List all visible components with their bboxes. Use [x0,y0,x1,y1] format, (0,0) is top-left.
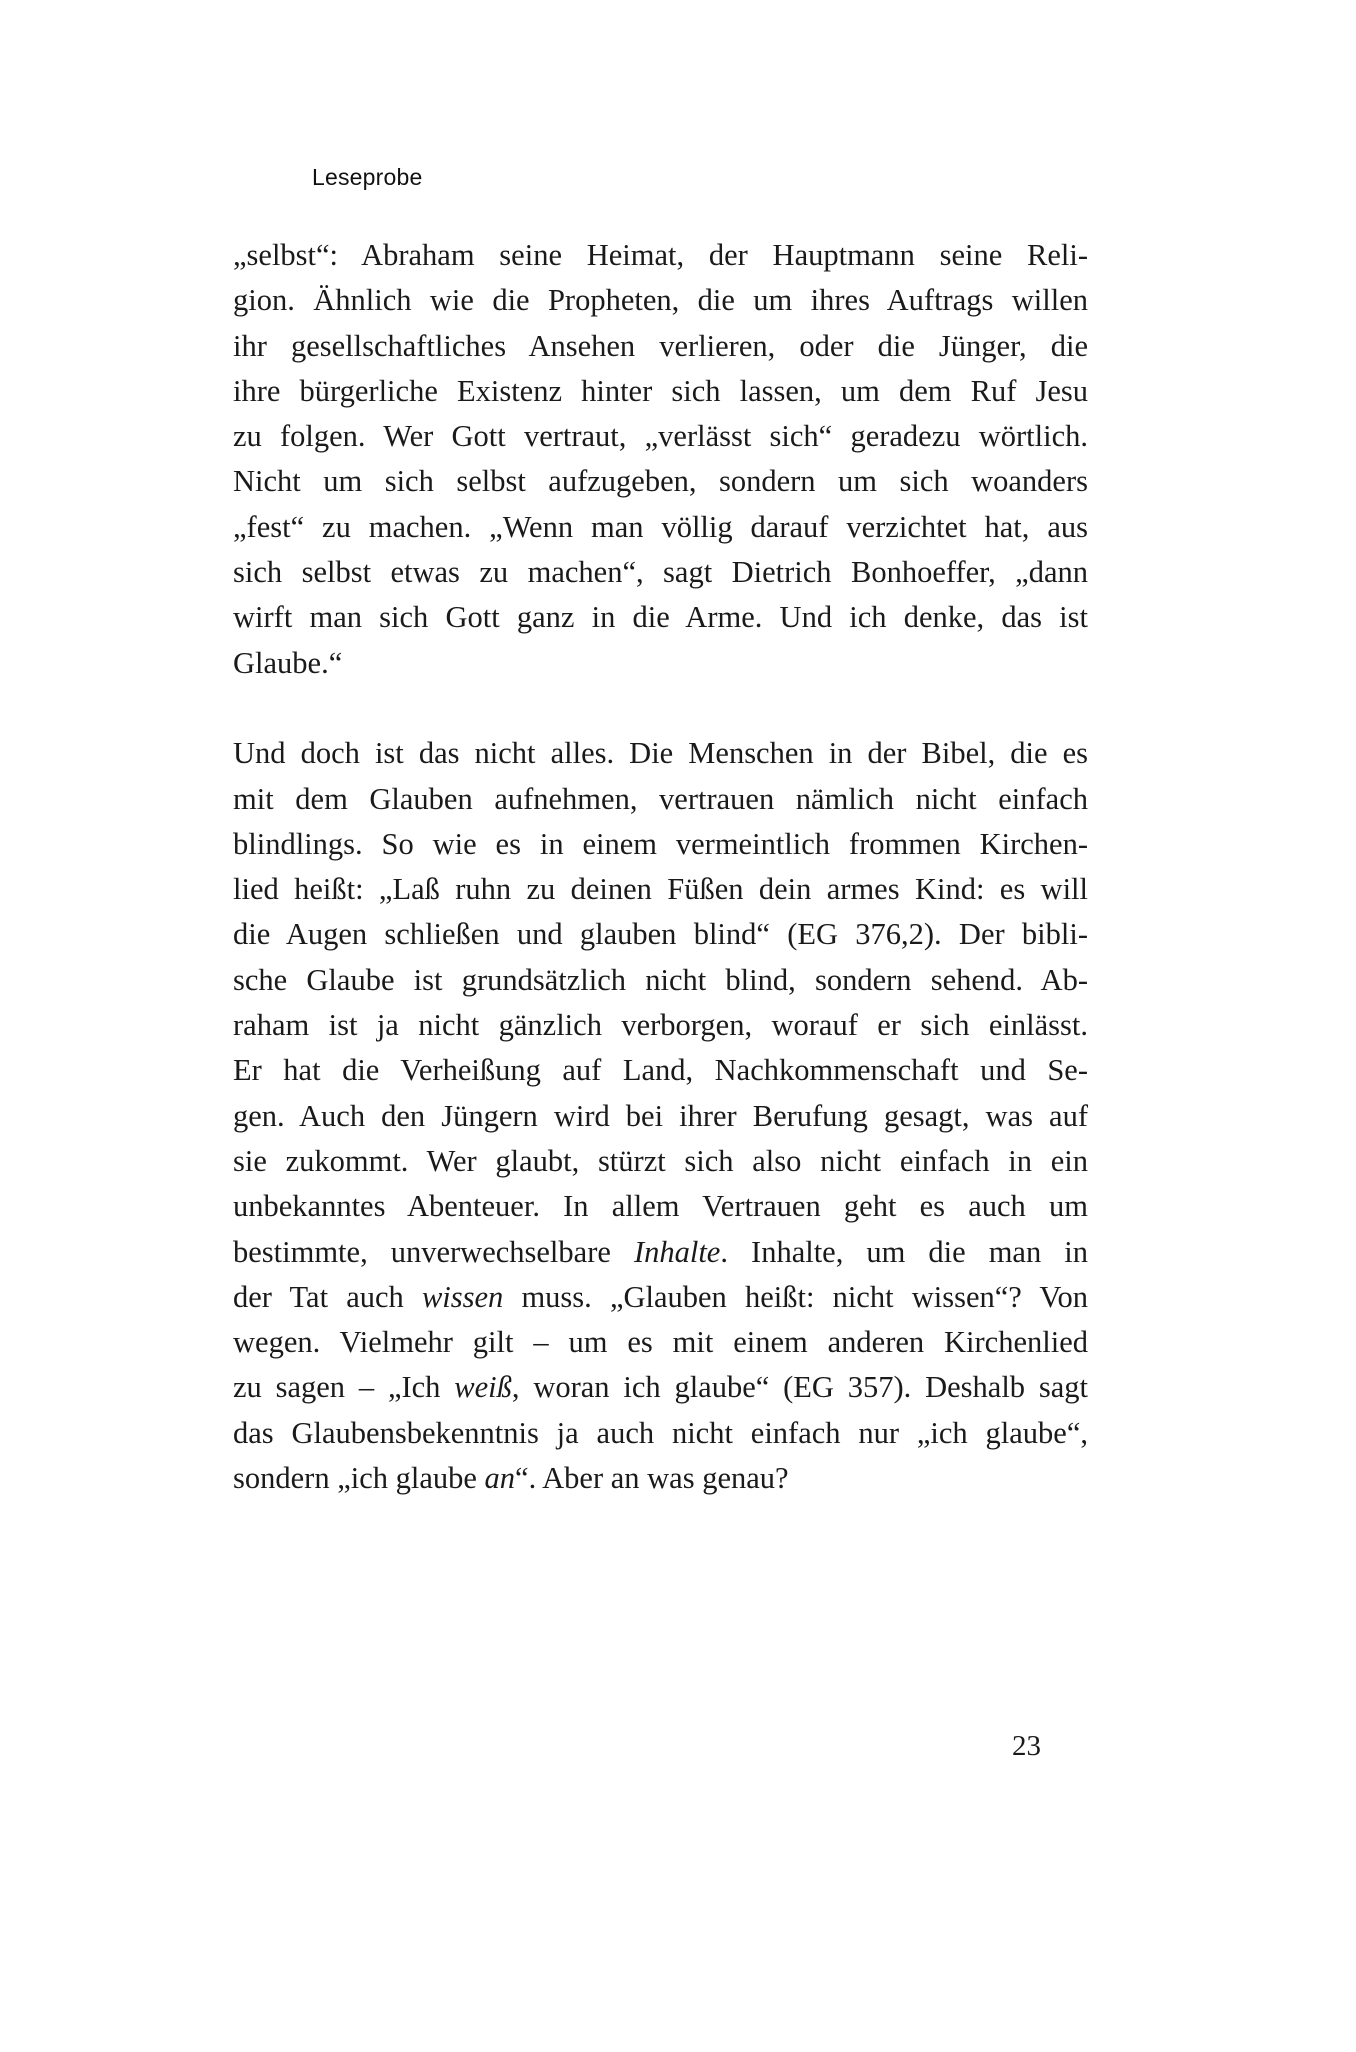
text-line: sich selbst etwas zu machen“, sagt Dietrich Bonhoeffer, „dann [233,555,1088,590]
text-line: sondern „ich glaube an“. Aber an was genau? [233,1461,789,1496]
text-line: lied heißt: „Laß ruhn zu deinen Füßen dein armes Kind: es will [233,872,1088,907]
text-line: raham ist ja nicht gänzlich verborgen, worauf er sich einlässt. [233,1008,1088,1043]
text-line: „selbst“: Abraham seine Heimat, der Hauptmann seine Reli- [233,238,1088,272]
text-line: ihr gesellschaftliches Ansehen verlieren, oder die Jünger, die [233,328,1088,363]
text-line: zu folgen. Wer Gott vertraut, „verlässt sich“ geradezu wörtlich. [233,419,1088,454]
text-line: Und doch ist das nicht alles. Die Menschen in der Bibel, die es [233,736,1088,771]
text-line: sche Glaube ist grundsätzlich nicht blind, sondern sehend. Ab- [233,962,1088,997]
text-line: wegen. Vielmehr gilt – um es mit einem anderen Kirchenlied [233,1325,1088,1360]
text-line: Nicht um sich selbst aufzugeben, sondern um sich woanders [233,464,1088,499]
text-line: das Glaubensbekenntnis ja auch nicht einfach nur „ich glaube“, [233,1415,1088,1450]
paragraph-1 [233,233,1088,686]
text-line: wirft man sich Gott ganz in die Arme. Und ich denke, das ist [233,600,1088,635]
text-line: der Tat auch wissen muss. „Glauben heißt: nicht wissen“? Von [233,1279,1089,1314]
page-number: 23 [1012,1730,1041,1762]
text-line: bestimmte, unverwechselbare Inhalte. Inhalte, um die man in [233,1234,1088,1269]
text-line: die Augen schließen und glauben blind“ (EG 376,2). Der bibli- [233,917,1088,952]
paragraph-2 [233,731,1088,1501]
italic-emphasis: Inhalte [633,1234,721,1269]
text-line: mit dem Glauben aufnehmen, vertrauen nämlich nicht einfach [233,781,1088,816]
text-line: gion. Ähnlich wie die Propheten, die um ihres Auftrags willen [233,283,1088,318]
text-line: zu sagen – „Ich weiß, woran ich glaube“ (EG 357). Deshalb sagt [233,1370,1088,1405]
text-line: sie zukommt. Wer glaubt, stürzt sich also nicht einfach in ein [233,1143,1088,1178]
text-line: blindlings. So wie es in einem vermeintlich frommen Kirchen- [233,826,1088,861]
text-line: unbekanntes Abenteuer. In allem Vertrauen geht es auch um [233,1189,1088,1224]
italic-emphasis: weiß [454,1370,512,1405]
italic-emphasis: an [484,1461,516,1496]
header-label: Leseprobe [312,164,423,190]
text-line: „fest“ zu machen. „Wenn man völlig darauf verzichtet hat, aus [233,509,1088,544]
text-line: gen. Auch den Jüngern wird bei ihrer Berufung gesagt, was auf [233,1098,1088,1133]
text-line: ihre bürgerliche Existenz hinter sich lassen, um dem Ruf Jesu [233,373,1088,408]
body-text [233,233,1088,1501]
text-line: Er hat die Verheißung auf Land, Nachkommenschaft und Se- [233,1053,1088,1088]
text-line: Glaube.“ [233,645,343,680]
italic-emphasis: wissen [421,1279,504,1314]
